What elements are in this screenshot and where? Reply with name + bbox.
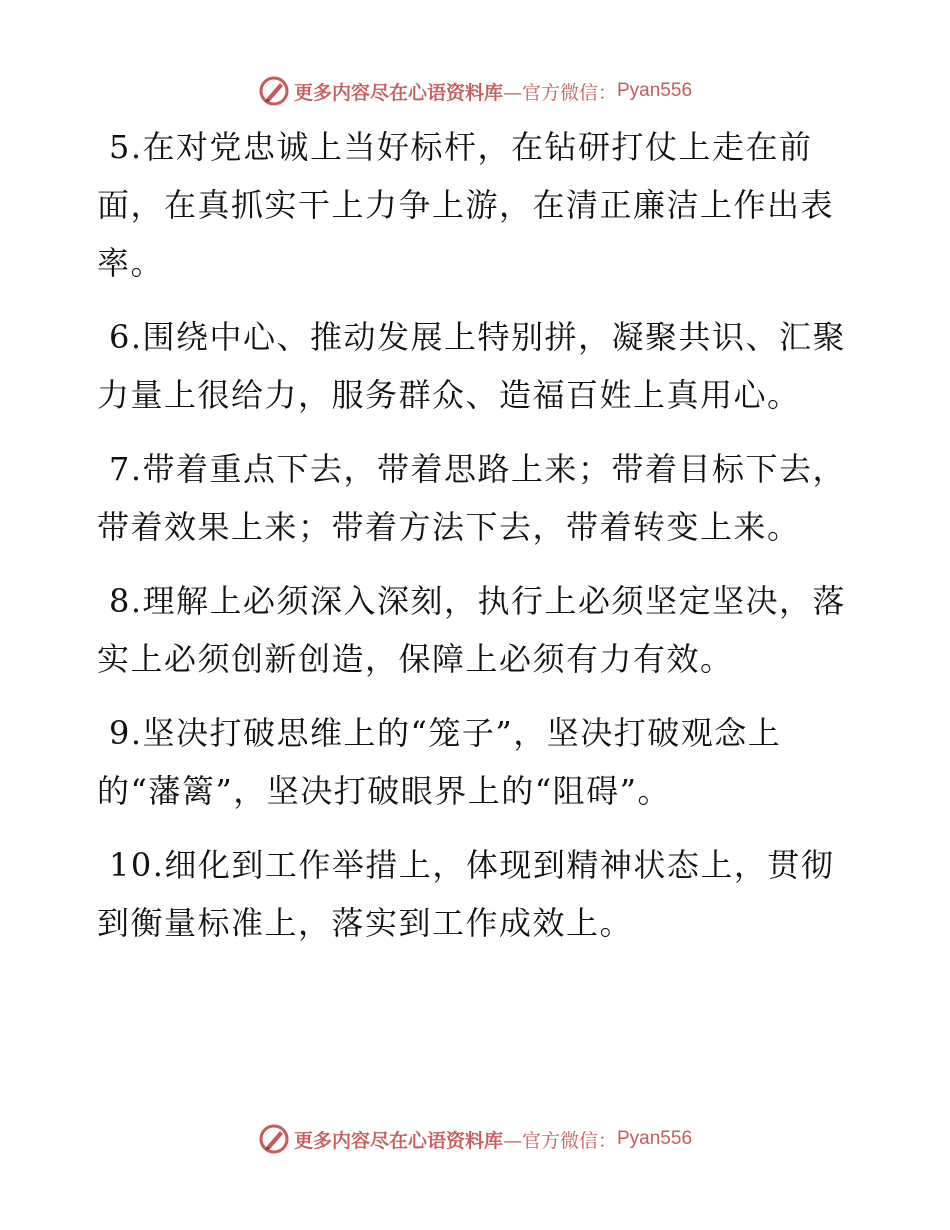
banner-wechat-id: Pyan556 <box>617 1128 693 1149</box>
pen-logo-icon <box>258 75 290 107</box>
list-item <box>97 572 857 688</box>
item-text: 细化到工作举措上，体现到精神状态上，贯彻到衡量标准上，落实到工作成效上。 <box>97 846 835 942</box>
header-banner <box>0 71 950 111</box>
item-text: 理解上必须深入深刻，执行上必须坚定坚决，落实上必须创新创造，保障上必须有力有效。 <box>97 582 847 678</box>
list-item <box>97 704 857 820</box>
list-item <box>97 118 857 292</box>
item-number: 5. <box>109 128 143 166</box>
banner-wechat-id: Pyan556 <box>617 80 693 101</box>
item-number: 7. <box>109 450 143 488</box>
banner-wechat-label: —官方微信： <box>502 1129 617 1152</box>
list-item <box>97 308 857 424</box>
banner-wechat-label: —官方微信： <box>502 81 617 104</box>
item-text: 在对党忠诚上当好标杆，在钻研打仗上走在前面，在真抓实干上力争上游，在清正廉洁上作出表率。 <box>97 128 835 282</box>
item-number: 8. <box>109 582 143 620</box>
item-text: 围绕中心、推动发展上特别拼，凝聚共识、汇聚力量上很给力，服务群众、造福百姓上真用心。 <box>97 318 847 414</box>
document-body <box>97 118 857 968</box>
item-number: 9. <box>109 714 143 752</box>
banner-title: 更多内容尽在心语资料库 <box>293 81 503 104</box>
item-text: 带着重点下去，带着思路上来；带着目标下去，带着效果上来；带着方法下去，带着转变上来。 <box>97 450 847 546</box>
list-item <box>97 836 857 952</box>
item-text: 坚决打破思维上的“笼子”，坚决打破观念上的“藩篱”，坚决打破眼界上的“阻碍”。 <box>97 714 782 810</box>
footer-banner <box>0 1119 950 1159</box>
item-number: 10. <box>109 846 165 884</box>
list-item <box>97 440 857 556</box>
item-number: 6. <box>109 318 143 356</box>
banner-title: 更多内容尽在心语资料库 <box>293 1129 503 1152</box>
pen-logo-icon <box>258 1123 290 1155</box>
